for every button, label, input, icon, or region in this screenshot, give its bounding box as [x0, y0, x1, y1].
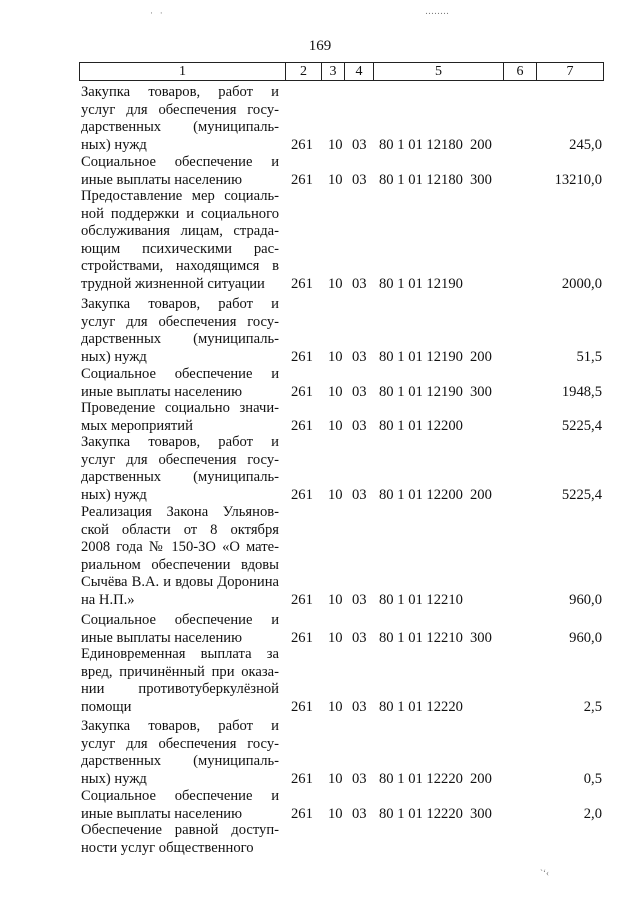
amount-cell: 51,5: [576, 348, 602, 365]
header-col-6: 6: [504, 63, 537, 80]
budget-code-cell: 261: [291, 136, 313, 153]
description-line: дарственных (муниципаль-: [81, 119, 279, 136]
expense-type-cell: 300: [470, 629, 492, 646]
description-line: вред, причинённый при оказа-: [81, 663, 279, 680]
amount-cell: 960,0: [569, 592, 602, 608]
header-col-7: 7: [566, 64, 574, 79]
description-line: трудной жизненной ситуации: [81, 275, 265, 292]
budget-code-cell: 261: [291, 276, 313, 292]
amount-cell: 1948,5: [561, 383, 602, 400]
section-cell: 10: [328, 417, 343, 434]
header-col-1: 1: [80, 63, 286, 80]
target-article-cell: 80 1 01 12190: [379, 383, 463, 400]
description-line: Социальное обеспечение и: [81, 154, 279, 170]
section-cell: 10: [328, 592, 343, 608]
amount-cell: 5225,4: [561, 486, 602, 503]
description-line: услуг для обеспечения госу-: [81, 451, 279, 468]
description-line: Социальное обеспечение и: [81, 788, 279, 804]
target-article-cell: 80 1 01 12190: [379, 348, 463, 365]
description-line: на Н.П.»: [81, 591, 135, 608]
target-article-cell: 80 1 01 12190: [379, 276, 463, 292]
budget-code-cell: 261: [291, 698, 313, 715]
section-cell: 10: [328, 629, 343, 646]
subsection-cell: 03: [352, 805, 367, 822]
description-line: ных) нужд: [81, 348, 147, 365]
expense-type-cell: 300: [470, 805, 492, 822]
amount-cell: 2000,0: [561, 276, 602, 292]
subsection-cell: 03: [352, 417, 367, 434]
budget-code-cell: 261: [291, 383, 313, 400]
description-line: Социальное обеспечение и: [81, 612, 279, 628]
description-line: Предоставление мер социаль-: [81, 188, 279, 204]
description-line: услуг для обеспечения госу-: [81, 735, 279, 752]
expense-type-cell: 300: [470, 383, 492, 400]
budget-code-cell: 261: [291, 417, 313, 434]
budget-code-cell: 261: [291, 348, 313, 365]
subsection-cell: 03: [352, 276, 367, 292]
description-line: ющим психическими рас-: [81, 240, 279, 257]
description-line: Закупка товаров, работ и: [81, 296, 279, 312]
section-cell: 10: [328, 348, 343, 365]
target-article-cell: 80 1 01 12220: [379, 770, 463, 787]
description-line: услуг для обеспечения госу-: [81, 313, 279, 330]
description-line: Проведение социально значи-: [81, 400, 279, 416]
target-article-cell: 80 1 01 12220: [379, 698, 463, 715]
subsection-cell: 03: [352, 486, 367, 503]
page-number: 169: [308, 38, 332, 54]
amount-cell: 960,0: [569, 629, 602, 646]
table-header-row: [79, 62, 604, 81]
amount-cell: 245,0: [569, 136, 602, 153]
description-line: ных) нужд: [81, 136, 147, 153]
amount-cell: 2,5: [583, 698, 602, 715]
target-article-cell: 80 1 01 12210: [379, 592, 463, 608]
description-line: обслуживания лицам, страда-: [81, 223, 279, 240]
description-line: услуг для обеспечения госу-: [81, 101, 279, 118]
description-line: иные выплаты населению: [81, 629, 242, 646]
description-line: Реализация Закона Ульянов-: [81, 504, 279, 520]
subsection-cell: 03: [352, 770, 367, 787]
expense-type-cell: 200: [470, 486, 492, 503]
scan-artifact-top-right: ‥‥‥‥: [425, 6, 450, 16]
target-article-cell: 80 1 01 12180: [379, 136, 463, 153]
description-line: ных) нужд: [81, 486, 147, 503]
budget-code-cell: 261: [291, 770, 313, 787]
subsection-cell: 03: [352, 171, 367, 188]
description-line: Закупка товаров, работ и: [81, 84, 279, 100]
budget-code-cell: 261: [291, 805, 313, 822]
subsection-cell: 03: [352, 383, 367, 400]
target-article-cell: 80 1 01 12220: [379, 805, 463, 822]
section-cell: 10: [328, 770, 343, 787]
amount-cell: 0,5: [583, 770, 602, 787]
description-line: иные выплаты населению: [81, 171, 242, 188]
section-cell: 10: [328, 383, 343, 400]
section-cell: 10: [328, 171, 343, 188]
subsection-cell: 03: [352, 348, 367, 365]
header-col-3: 3: [322, 63, 345, 80]
budget-code-cell: 261: [291, 629, 313, 646]
expense-type-cell: 200: [470, 770, 492, 787]
section-cell: 10: [328, 805, 343, 822]
section-cell: 10: [328, 486, 343, 503]
header-col-4: 4: [345, 63, 374, 80]
description-line: Сычёва В.А. и вдовы Доронина: [81, 574, 279, 591]
description-line: ности услуг общественного: [81, 839, 254, 856]
description-line: Обеспечение равной доступ-: [81, 822, 279, 838]
subsection-cell: 03: [352, 592, 367, 608]
description-line: Закупка товаров, работ и: [81, 434, 279, 450]
target-article-cell: 80 1 01 12200: [379, 417, 463, 434]
subsection-cell: 03: [352, 629, 367, 646]
section-cell: 10: [328, 698, 343, 715]
description-line: мых мероприятий: [81, 417, 193, 434]
description-line: 2008 года № 150-ЗО «О мате-: [81, 539, 279, 556]
description-line: Закупка товаров, работ и: [81, 718, 279, 734]
description-line: стройствами, находящимся в: [81, 258, 279, 275]
description-line: Единовременная выплата за: [81, 646, 279, 662]
description-line: ной поддержки и социального: [81, 205, 279, 222]
amount-cell: 2,0: [583, 805, 602, 822]
header-col-2: 2: [286, 63, 322, 80]
expense-type-cell: 200: [470, 348, 492, 365]
target-article-cell: 80 1 01 12180: [379, 171, 463, 188]
description-line: риальном обеспечении вдовы: [81, 556, 279, 573]
subsection-cell: 03: [352, 136, 367, 153]
amount-cell: 5225,4: [561, 417, 602, 434]
amount-cell: 13210,0: [554, 171, 602, 188]
target-article-cell: 80 1 01 12200: [379, 486, 463, 503]
section-cell: 10: [328, 136, 343, 153]
description-line: дарственных (муниципаль-: [81, 469, 279, 486]
subsection-cell: 03: [352, 698, 367, 715]
scan-artifact-bottom-right: `‘‹: [540, 868, 549, 878]
expense-type-cell: 300: [470, 171, 492, 188]
target-article-cell: 80 1 01 12210: [379, 629, 463, 646]
description-line: дарственных (муниципаль-: [81, 331, 279, 348]
budget-code-cell: 261: [291, 592, 313, 608]
description-line: дарственных (муниципаль-: [81, 753, 279, 770]
budget-code-cell: 261: [291, 486, 313, 503]
expense-type-cell: 200: [470, 136, 492, 153]
description-line: ской области от 8 октября: [81, 521, 279, 538]
section-cell: 10: [328, 276, 343, 292]
description-line: ных) нужд: [81, 770, 147, 787]
description-line: помощи: [81, 698, 132, 715]
description-line: иные выплаты населению: [81, 805, 242, 822]
scan-artifact-top-left: · ·: [150, 8, 163, 18]
budget-code-cell: 261: [291, 171, 313, 188]
description-line: нии противотуберкулёзной: [81, 681, 279, 698]
header-col-5: 5: [374, 63, 504, 80]
description-line: иные выплаты населению: [81, 383, 242, 400]
description-line: Социальное обеспечение и: [81, 366, 279, 382]
